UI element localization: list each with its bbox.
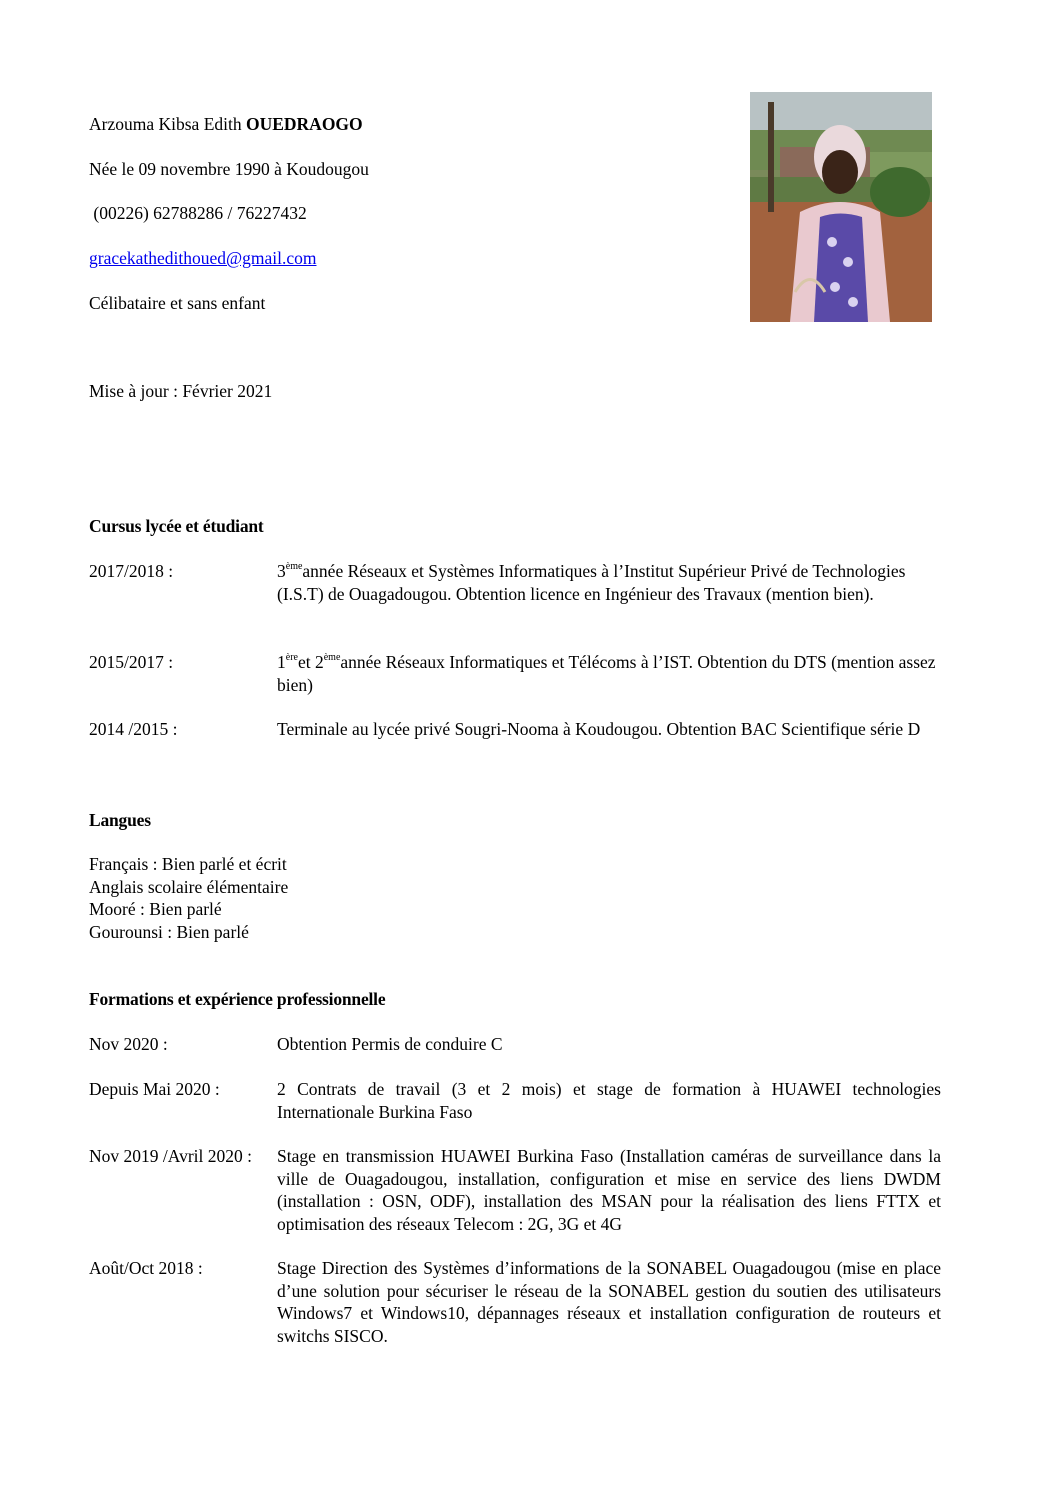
full-name	[89, 113, 363, 136]
language-item: Mooré : Bien parlé	[89, 899, 222, 919]
languages-heading: Langues	[89, 810, 151, 830]
experience-date: Août/Oct 2018 :	[89, 1258, 203, 1278]
language-item: Français : Bien parlé et écrit	[89, 854, 287, 874]
education-heading: Cursus lycée et étudiant	[89, 516, 264, 536]
experience-description: Stage Direction des Systèmes d’informations de la SONABEL Ouagadougou (mise en place d’une solution pour sécuriser le réseau de la SONABEL gestion du soutien des utilisateurs Windows7 et Windows10, dépannages réseaux et installation configuration de routeurs et switchs SISCO.	[277, 1258, 941, 1346]
marital-status: Célibataire et sans enfant	[89, 293, 266, 313]
experience-date: Depuis Mai 2020 :	[89, 1079, 220, 1099]
education-date: 2017/2018 :	[89, 561, 174, 581]
email-link[interactable]: gracekathedithoued@gmail.com	[89, 248, 317, 268]
experience-description: Obtention Permis de conduire C	[277, 1034, 503, 1054]
experience-description: Stage en transmission HUAWEI Burkina Faso (Installation caméras de surveillance dans la ville de Ouagadougou, installation, configuration et mise en service des liens DWDM (installation : OSN, ODF), installation des MSAN pour la réalisation des liens FTTX et optimisation des réseaux Telecom : 2G, 3G et 4G	[277, 1146, 941, 1234]
first-names: Arzouma Kibsa Edith	[89, 114, 242, 134]
education-description: Terminale au lycée privé Sougri-Nooma à Koudougou. Obtention BAC Scientifique série D	[277, 719, 921, 739]
experience-date: Nov 2019 /Avril 2020 :	[89, 1146, 253, 1166]
education-description: 3èmeannée Réseaux et Systèmes Informatiques à l’Institut Supérieur Privé de Technologies (I.S.T) de Ouagadougou. Obtention licence en Ingénieur des Travaux (mention bien).	[277, 561, 906, 604]
education-description: 1èreet 2èmeannée Réseaux Informatiques et Télécoms à l’IST. Obtention du DTS (mention assez bien)	[277, 652, 936, 695]
portrait-photo	[750, 92, 932, 322]
education-date: 2014 /2015 :	[89, 719, 178, 739]
language-item: Anglais scolaire élémentaire	[89, 876, 289, 897]
language-item: Gourounsi : Bien parlé	[89, 921, 249, 942]
experience-date: Nov 2020 :	[89, 1034, 168, 1054]
education-date: 2015/2017 :	[89, 652, 174, 672]
experience-heading: Formations et expérience professionnelle	[89, 989, 386, 1009]
phone-numbers: (00226) 62788286 / 76227432	[89, 203, 307, 223]
birth-info: Née le 09 novembre 1990 à Koudougou	[89, 159, 369, 179]
languages-list	[89, 853, 288, 943]
experience-description: 2 Contrats de travail (3 et 2 mois) et stage de formation à HUAWEI technologies Internationale Burkina Faso	[277, 1079, 941, 1122]
last-name: OUEDRAOGO	[245, 114, 363, 134]
update-date: Mise à jour : Février 2021	[89, 381, 273, 401]
